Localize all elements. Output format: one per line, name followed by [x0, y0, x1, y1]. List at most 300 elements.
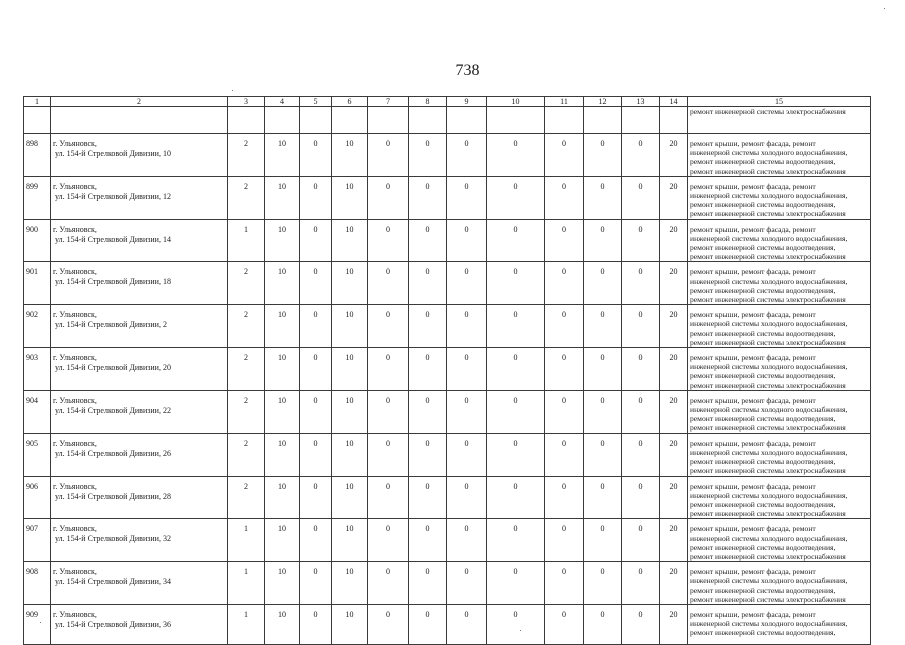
value-cell-3: 2 [228, 134, 265, 177]
row-number: 902 [24, 305, 51, 348]
value-cell-10: 0 [487, 305, 545, 348]
value-cell-5: 0 [300, 134, 332, 177]
value-cell-14: 20 [660, 176, 688, 219]
value-cell-7: 0 [368, 176, 409, 219]
col-header-14: 14 [660, 97, 688, 107]
work-line: инженерной системы холодного водоснабжения, [690, 533, 848, 543]
work-list-cell [688, 262, 871, 305]
value-cell-7: 0 [368, 476, 409, 519]
value-cell-3: 1 [228, 219, 265, 262]
col-header-10: 10 [487, 97, 545, 107]
table-cell [24, 107, 51, 134]
work-line: ремонт инженерной системы водоотведения, [690, 200, 836, 210]
value-cell-13: 0 [622, 305, 660, 348]
value-cell-10: 0 [487, 390, 545, 433]
value-cell-8: 0 [409, 134, 447, 177]
work-list-cell [688, 562, 871, 605]
value-cell-6: 10 [332, 390, 368, 433]
address-cell [51, 219, 228, 262]
value-cell-7: 0 [368, 562, 409, 605]
scan-speck [884, 8, 885, 9]
value-cell-5: 0 [300, 262, 332, 305]
value-cell-14: 20 [660, 476, 688, 519]
row-number: 901 [24, 262, 51, 305]
value-cell-13: 0 [622, 262, 660, 305]
table-body [24, 107, 871, 645]
value-cell-13: 0 [622, 604, 660, 644]
value-cell-13: 0 [622, 219, 660, 262]
work-line: ремонт крыши, ремонт фасада, ремонт [690, 481, 816, 491]
work-line: ремонт инженерной системы водоотведения, [690, 414, 836, 424]
col-header-8: 8 [409, 97, 447, 107]
work-list-cell [688, 519, 871, 562]
value-cell-3: 1 [228, 604, 265, 644]
value-cell-11: 0 [545, 390, 584, 433]
value-cell-6: 10 [332, 476, 368, 519]
value-cell-9: 0 [447, 348, 487, 391]
value-cell-12: 0 [584, 134, 622, 177]
work-line: ремонт инженерной системы электроснабжения [690, 209, 846, 219]
value-cell-4: 10 [265, 262, 300, 305]
value-cell-6: 10 [332, 305, 368, 348]
value-cell-3: 2 [228, 390, 265, 433]
work-line: инженерной системы холодного водоснабжения, [690, 447, 848, 457]
value-cell-6: 10 [332, 134, 368, 177]
table-row [24, 604, 871, 644]
value-cell-4: 10 [265, 219, 300, 262]
value-cell-10: 0 [487, 134, 545, 177]
value-cell-5: 0 [300, 604, 332, 644]
work-line: инженерной системы холодного водоснабжения, [690, 276, 848, 286]
row-number: 906 [24, 476, 51, 519]
value-cell-11: 0 [545, 176, 584, 219]
address-cell [51, 562, 228, 605]
value-cell-5: 0 [300, 433, 332, 476]
value-cell-8: 0 [409, 433, 447, 476]
table-row [24, 219, 871, 262]
work-line: ремонт инженерной системы электроснабжения [690, 423, 846, 433]
value-cell-5: 0 [300, 476, 332, 519]
value-cell-6: 10 [332, 219, 368, 262]
value-cell-12: 0 [584, 562, 622, 605]
address-cell [51, 519, 228, 562]
value-cell-7: 0 [368, 134, 409, 177]
work-line: инженерной системы холодного водоснабжения, [690, 619, 848, 629]
work-list-cell [688, 476, 871, 519]
value-cell-10: 0 [487, 433, 545, 476]
value-cell-12: 0 [584, 476, 622, 519]
table-row [24, 390, 871, 433]
address-cell [51, 348, 228, 391]
table-cell [228, 107, 265, 134]
address-street: ул. 154-й Стрелковой Дивизии, 10 [55, 149, 171, 158]
address-cell [51, 433, 228, 476]
value-cell-7: 0 [368, 433, 409, 476]
value-cell-13: 0 [622, 134, 660, 177]
value-cell-14: 20 [660, 262, 688, 305]
value-cell-7: 0 [368, 348, 409, 391]
row-number: 904 [24, 390, 51, 433]
work-line: ремонт инженерной системы электроснабжения [690, 466, 846, 476]
value-cell-7: 0 [368, 262, 409, 305]
col-header-2: 2 [51, 97, 228, 107]
table-header [24, 97, 871, 107]
value-cell-12: 0 [584, 348, 622, 391]
value-cell-9: 0 [447, 562, 487, 605]
value-cell-9: 0 [447, 433, 487, 476]
address-cell [51, 176, 228, 219]
address-city: г. Ульяновск, [53, 267, 97, 277]
value-cell-3: 2 [228, 348, 265, 391]
value-cell-12: 0 [584, 176, 622, 219]
table-cell [622, 107, 660, 134]
value-cell-6: 10 [332, 433, 368, 476]
work-line: ремонт инженерной системы водоотведения, [690, 328, 836, 338]
work-line: ремонт инженерной системы электроснабжения [690, 551, 846, 561]
value-cell-13: 0 [622, 348, 660, 391]
work-line: ремонт инженерной системы электроснабжения [690, 295, 846, 305]
value-cell-6: 10 [332, 604, 368, 644]
work-line: инженерной системы холодного водоснабжения, [690, 233, 848, 243]
value-cell-13: 0 [622, 433, 660, 476]
value-cell-8: 0 [409, 348, 447, 391]
value-cell-14: 20 [660, 134, 688, 177]
address-street: ул. 154-й Стрелковой Дивизии, 36 [55, 619, 171, 629]
value-cell-14: 20 [660, 305, 688, 348]
work-line: ремонт инженерной системы электроснабжения [690, 509, 846, 519]
value-cell-13: 0 [622, 562, 660, 605]
value-cell-12: 0 [584, 219, 622, 262]
value-cell-9: 0 [447, 476, 487, 519]
value-cell-3: 2 [228, 176, 265, 219]
work-list-cell [688, 219, 871, 262]
value-cell-5: 0 [300, 519, 332, 562]
value-cell-8: 0 [409, 305, 447, 348]
address-cell [51, 476, 228, 519]
address-street: ул. 154-й Стрелковой Дивизии, 32 [55, 534, 171, 544]
value-cell-11: 0 [545, 134, 584, 177]
work-line: ремонт инженерной системы электроснабжения [690, 594, 846, 604]
value-cell-10: 0 [487, 262, 545, 305]
address-city: г. Ульяновск, [53, 481, 97, 491]
table-row [24, 262, 871, 305]
col-header-5: 5 [300, 97, 332, 107]
table-row [24, 176, 871, 219]
value-cell-7: 0 [368, 519, 409, 562]
value-cell-3: 1 [228, 562, 265, 605]
value-cell-4: 10 [265, 476, 300, 519]
work-line: ремонт крыши, ремонт фасада, ремонт [690, 310, 816, 320]
value-cell-7: 0 [368, 390, 409, 433]
value-cell-11: 0 [545, 519, 584, 562]
value-cell-4: 10 [265, 604, 300, 644]
value-cell-14: 20 [660, 519, 688, 562]
row-number: 899 [24, 176, 51, 219]
work-line: ремонт инженерной системы водоотведения, [690, 285, 836, 295]
value-cell-10: 0 [487, 562, 545, 605]
register-table [23, 96, 871, 645]
row-number: 909 [24, 604, 51, 644]
table-cell [545, 107, 584, 134]
table-row [24, 134, 871, 177]
table-row [24, 305, 871, 348]
address-street: ул. 154-й Стрелковой Дивизии, 18 [55, 277, 171, 287]
work-line: инженерной системы холодного водоснабжения, [690, 405, 848, 415]
address-city: г. Ульяновск, [53, 395, 97, 405]
col-header-6: 6 [332, 97, 368, 107]
col-header-13: 13 [622, 97, 660, 107]
value-cell-9: 0 [447, 134, 487, 177]
value-cell-9: 0 [447, 390, 487, 433]
work-list-cell [688, 134, 871, 177]
value-cell-4: 10 [265, 519, 300, 562]
value-cell-12: 0 [584, 433, 622, 476]
work-line: ремонт инженерной системы водоотведения, [690, 157, 836, 167]
col-header-11: 11 [545, 97, 584, 107]
table-cell [487, 107, 545, 134]
table-cell [51, 107, 228, 134]
address-street: ул. 154-й Стрелковой Дивизии, 26 [55, 448, 171, 458]
value-cell-3: 2 [228, 262, 265, 305]
value-cell-5: 0 [300, 176, 332, 219]
value-cell-12: 0 [584, 390, 622, 433]
value-cell-4: 10 [265, 305, 300, 348]
table-row [24, 476, 871, 519]
value-cell-14: 20 [660, 604, 688, 644]
value-cell-11: 0 [545, 562, 584, 605]
work-line: ремонт крыши, ремонт фасада, ремонт [690, 353, 816, 363]
col-header-15: 15 [688, 97, 871, 107]
work-list-cell [688, 390, 871, 433]
table-row [24, 348, 871, 391]
row-number: 898 [24, 134, 51, 177]
continuation-work-text: ремонт инженерной системы электроснабжения [688, 107, 871, 134]
value-cell-7: 0 [368, 219, 409, 262]
table-cell [368, 107, 409, 134]
value-cell-8: 0 [409, 562, 447, 605]
value-cell-11: 0 [545, 219, 584, 262]
work-line: ремонт крыши, ремонт фасада, ремонт [690, 267, 816, 277]
table-cell [265, 107, 300, 134]
col-header-4: 4 [265, 97, 300, 107]
value-cell-6: 10 [332, 348, 368, 391]
value-cell-13: 0 [622, 519, 660, 562]
work-line: ремонт крыши, ремонт фасада, ремонт [690, 438, 816, 448]
work-line: инженерной системы холодного водоснабжения, [690, 490, 848, 500]
work-line: ремонт крыши, ремонт фасада, ремонт [690, 567, 816, 577]
value-cell-14: 20 [660, 390, 688, 433]
value-cell-12: 0 [584, 519, 622, 562]
value-cell-6: 10 [332, 519, 368, 562]
value-cell-14: 20 [660, 219, 688, 262]
value-cell-11: 0 [545, 305, 584, 348]
address-city: г. Ульяновск, [53, 567, 97, 577]
header-row [24, 97, 871, 107]
work-line: ремонт крыши, ремонт фасада, ремонт [690, 139, 816, 148]
value-cell-5: 0 [300, 305, 332, 348]
table-cell [447, 107, 487, 134]
table-cell [584, 107, 622, 134]
value-cell-12: 0 [584, 262, 622, 305]
row-number: 908 [24, 562, 51, 605]
address-cell [51, 305, 228, 348]
row-number: 907 [24, 519, 51, 562]
value-cell-3: 1 [228, 519, 265, 562]
work-list-cell [688, 176, 871, 219]
work-line: ремонт крыши, ремонт фасада, ремонт [690, 609, 816, 619]
value-cell-14: 20 [660, 562, 688, 605]
col-header-7: 7 [368, 97, 409, 107]
address-street: ул. 154-й Стрелковой Дивизии, 20 [55, 363, 171, 373]
address-city: г. Ульяновск, [53, 310, 97, 320]
table-row [24, 562, 871, 605]
value-cell-8: 0 [409, 176, 447, 219]
work-list-cell [688, 433, 871, 476]
value-cell-9: 0 [447, 176, 487, 219]
work-line: инженерной системы холодного водоснабжения, [690, 148, 848, 158]
value-cell-4: 10 [265, 176, 300, 219]
table-row [24, 433, 871, 476]
work-line: ремонт инженерной системы водоотведения, [690, 499, 836, 509]
value-cell-8: 0 [409, 219, 447, 262]
value-cell-11: 0 [545, 348, 584, 391]
table-cell [660, 107, 688, 134]
address-city: г. Ульяновск, [53, 181, 97, 191]
value-cell-10: 0 [487, 219, 545, 262]
work-line: ремонт инженерной системы водоотведения, [690, 457, 836, 467]
scan-speck [40, 622, 41, 623]
value-cell-8: 0 [409, 476, 447, 519]
value-cell-6: 10 [332, 262, 368, 305]
work-line: инженерной системы холодного водоснабжения, [690, 319, 848, 329]
value-cell-5: 0 [300, 219, 332, 262]
value-cell-9: 0 [447, 604, 487, 644]
work-line: ремонт инженерной системы водоотведения, [690, 628, 836, 638]
value-cell-9: 0 [447, 219, 487, 262]
work-line: инженерной системы холодного водоснабжения, [690, 362, 848, 372]
address-city: г. Ульяновск, [53, 524, 97, 534]
value-cell-6: 10 [332, 562, 368, 605]
value-cell-8: 0 [409, 262, 447, 305]
table-cell [332, 107, 368, 134]
value-cell-14: 20 [660, 348, 688, 391]
value-cell-9: 0 [447, 519, 487, 562]
work-line: ремонт инженерной системы водоотведения, [690, 585, 836, 595]
address-city: г. Ульяновск, [53, 438, 97, 448]
value-cell-10: 0 [487, 519, 545, 562]
work-line: ремонт инженерной системы электроснабжения [690, 166, 846, 176]
value-cell-12: 0 [584, 305, 622, 348]
continuation-row [24, 107, 871, 134]
address-cell [51, 262, 228, 305]
scan-speck [232, 90, 233, 91]
row-number: 905 [24, 433, 51, 476]
value-cell-9: 0 [447, 262, 487, 305]
value-cell-7: 0 [368, 604, 409, 644]
value-cell-13: 0 [622, 476, 660, 519]
value-cell-14: 20 [660, 433, 688, 476]
value-cell-10: 0 [487, 176, 545, 219]
value-cell-8: 0 [409, 519, 447, 562]
col-header-3: 3 [228, 97, 265, 107]
value-cell-5: 0 [300, 390, 332, 433]
value-cell-11: 0 [545, 604, 584, 644]
work-line: ремонт крыши, ремонт фасада, ремонт [690, 524, 816, 534]
address-street: ул. 154-й Стрелковой Дивизии, 28 [55, 491, 171, 501]
value-cell-11: 0 [545, 262, 584, 305]
work-line: ремонт крыши, ремонт фасада, ремонт [690, 224, 816, 234]
value-cell-10: 0 [487, 604, 545, 644]
table-cell [409, 107, 447, 134]
value-cell-3: 2 [228, 305, 265, 348]
value-cell-10: 0 [487, 348, 545, 391]
value-cell-11: 0 [545, 433, 584, 476]
work-line: ремонт инженерной системы водоотведения, [690, 371, 836, 381]
address-street: ул. 154-й Стрелковой Дивизии, 14 [55, 234, 171, 244]
value-cell-5: 0 [300, 562, 332, 605]
work-line: инженерной системы холодного водоснабжения, [690, 576, 848, 586]
address-city: г. Ульяновск, [53, 224, 97, 234]
value-cell-13: 0 [622, 176, 660, 219]
value-cell-11: 0 [545, 476, 584, 519]
value-cell-4: 10 [265, 433, 300, 476]
work-line: ремонт крыши, ремонт фасада, ремонт [690, 181, 816, 191]
value-cell-9: 0 [447, 305, 487, 348]
value-cell-3: 2 [228, 476, 265, 519]
scan-speck [520, 630, 521, 631]
address-street: ул. 154-й Стрелковой Дивизии, 12 [55, 191, 171, 201]
value-cell-10: 0 [487, 476, 545, 519]
value-cell-13: 0 [622, 390, 660, 433]
work-line: ремонт инженерной системы водоотведения, [690, 542, 836, 552]
address-cell [51, 390, 228, 433]
work-list-cell [688, 305, 871, 348]
col-header-1: 1 [24, 97, 51, 107]
value-cell-4: 10 [265, 348, 300, 391]
col-header-12: 12 [584, 97, 622, 107]
value-cell-4: 10 [265, 562, 300, 605]
work-line: ремонт инженерной системы электроснабжения [690, 380, 846, 390]
work-list-cell [688, 604, 871, 644]
table-cell [300, 107, 332, 134]
work-line: ремонт инженерной системы электроснабжения [690, 337, 846, 347]
value-cell-3: 2 [228, 433, 265, 476]
address-city: г. Ульяновск, [53, 609, 97, 619]
value-cell-4: 10 [265, 134, 300, 177]
value-cell-12: 0 [584, 604, 622, 644]
address-city: г. Ульяновск, [53, 139, 97, 148]
value-cell-7: 0 [368, 305, 409, 348]
value-cell-5: 0 [300, 348, 332, 391]
work-list-cell [688, 348, 871, 391]
address-street: ул. 154-й Стрелковой Дивизии, 34 [55, 577, 171, 587]
row-number: 903 [24, 348, 51, 391]
value-cell-8: 0 [409, 604, 447, 644]
work-line: ремонт крыши, ремонт фасада, ремонт [690, 395, 816, 405]
address-city: г. Ульяновск, [53, 353, 97, 363]
value-cell-4: 10 [265, 390, 300, 433]
address-street: ул. 154-й Стрелковой Дивизии, 2 [55, 320, 167, 330]
page-number: 738 [455, 62, 480, 79]
address-cell [51, 134, 228, 177]
col-header-9: 9 [447, 97, 487, 107]
address-street: ул. 154-й Стрелковой Дивизии, 22 [55, 405, 171, 415]
work-line: ремонт инженерной системы водоотведения, [690, 243, 836, 253]
address-cell [51, 604, 228, 644]
work-line: инженерной системы холодного водоснабжения, [690, 191, 848, 201]
work-line: ремонт инженерной системы электроснабжения [690, 252, 846, 262]
value-cell-8: 0 [409, 390, 447, 433]
